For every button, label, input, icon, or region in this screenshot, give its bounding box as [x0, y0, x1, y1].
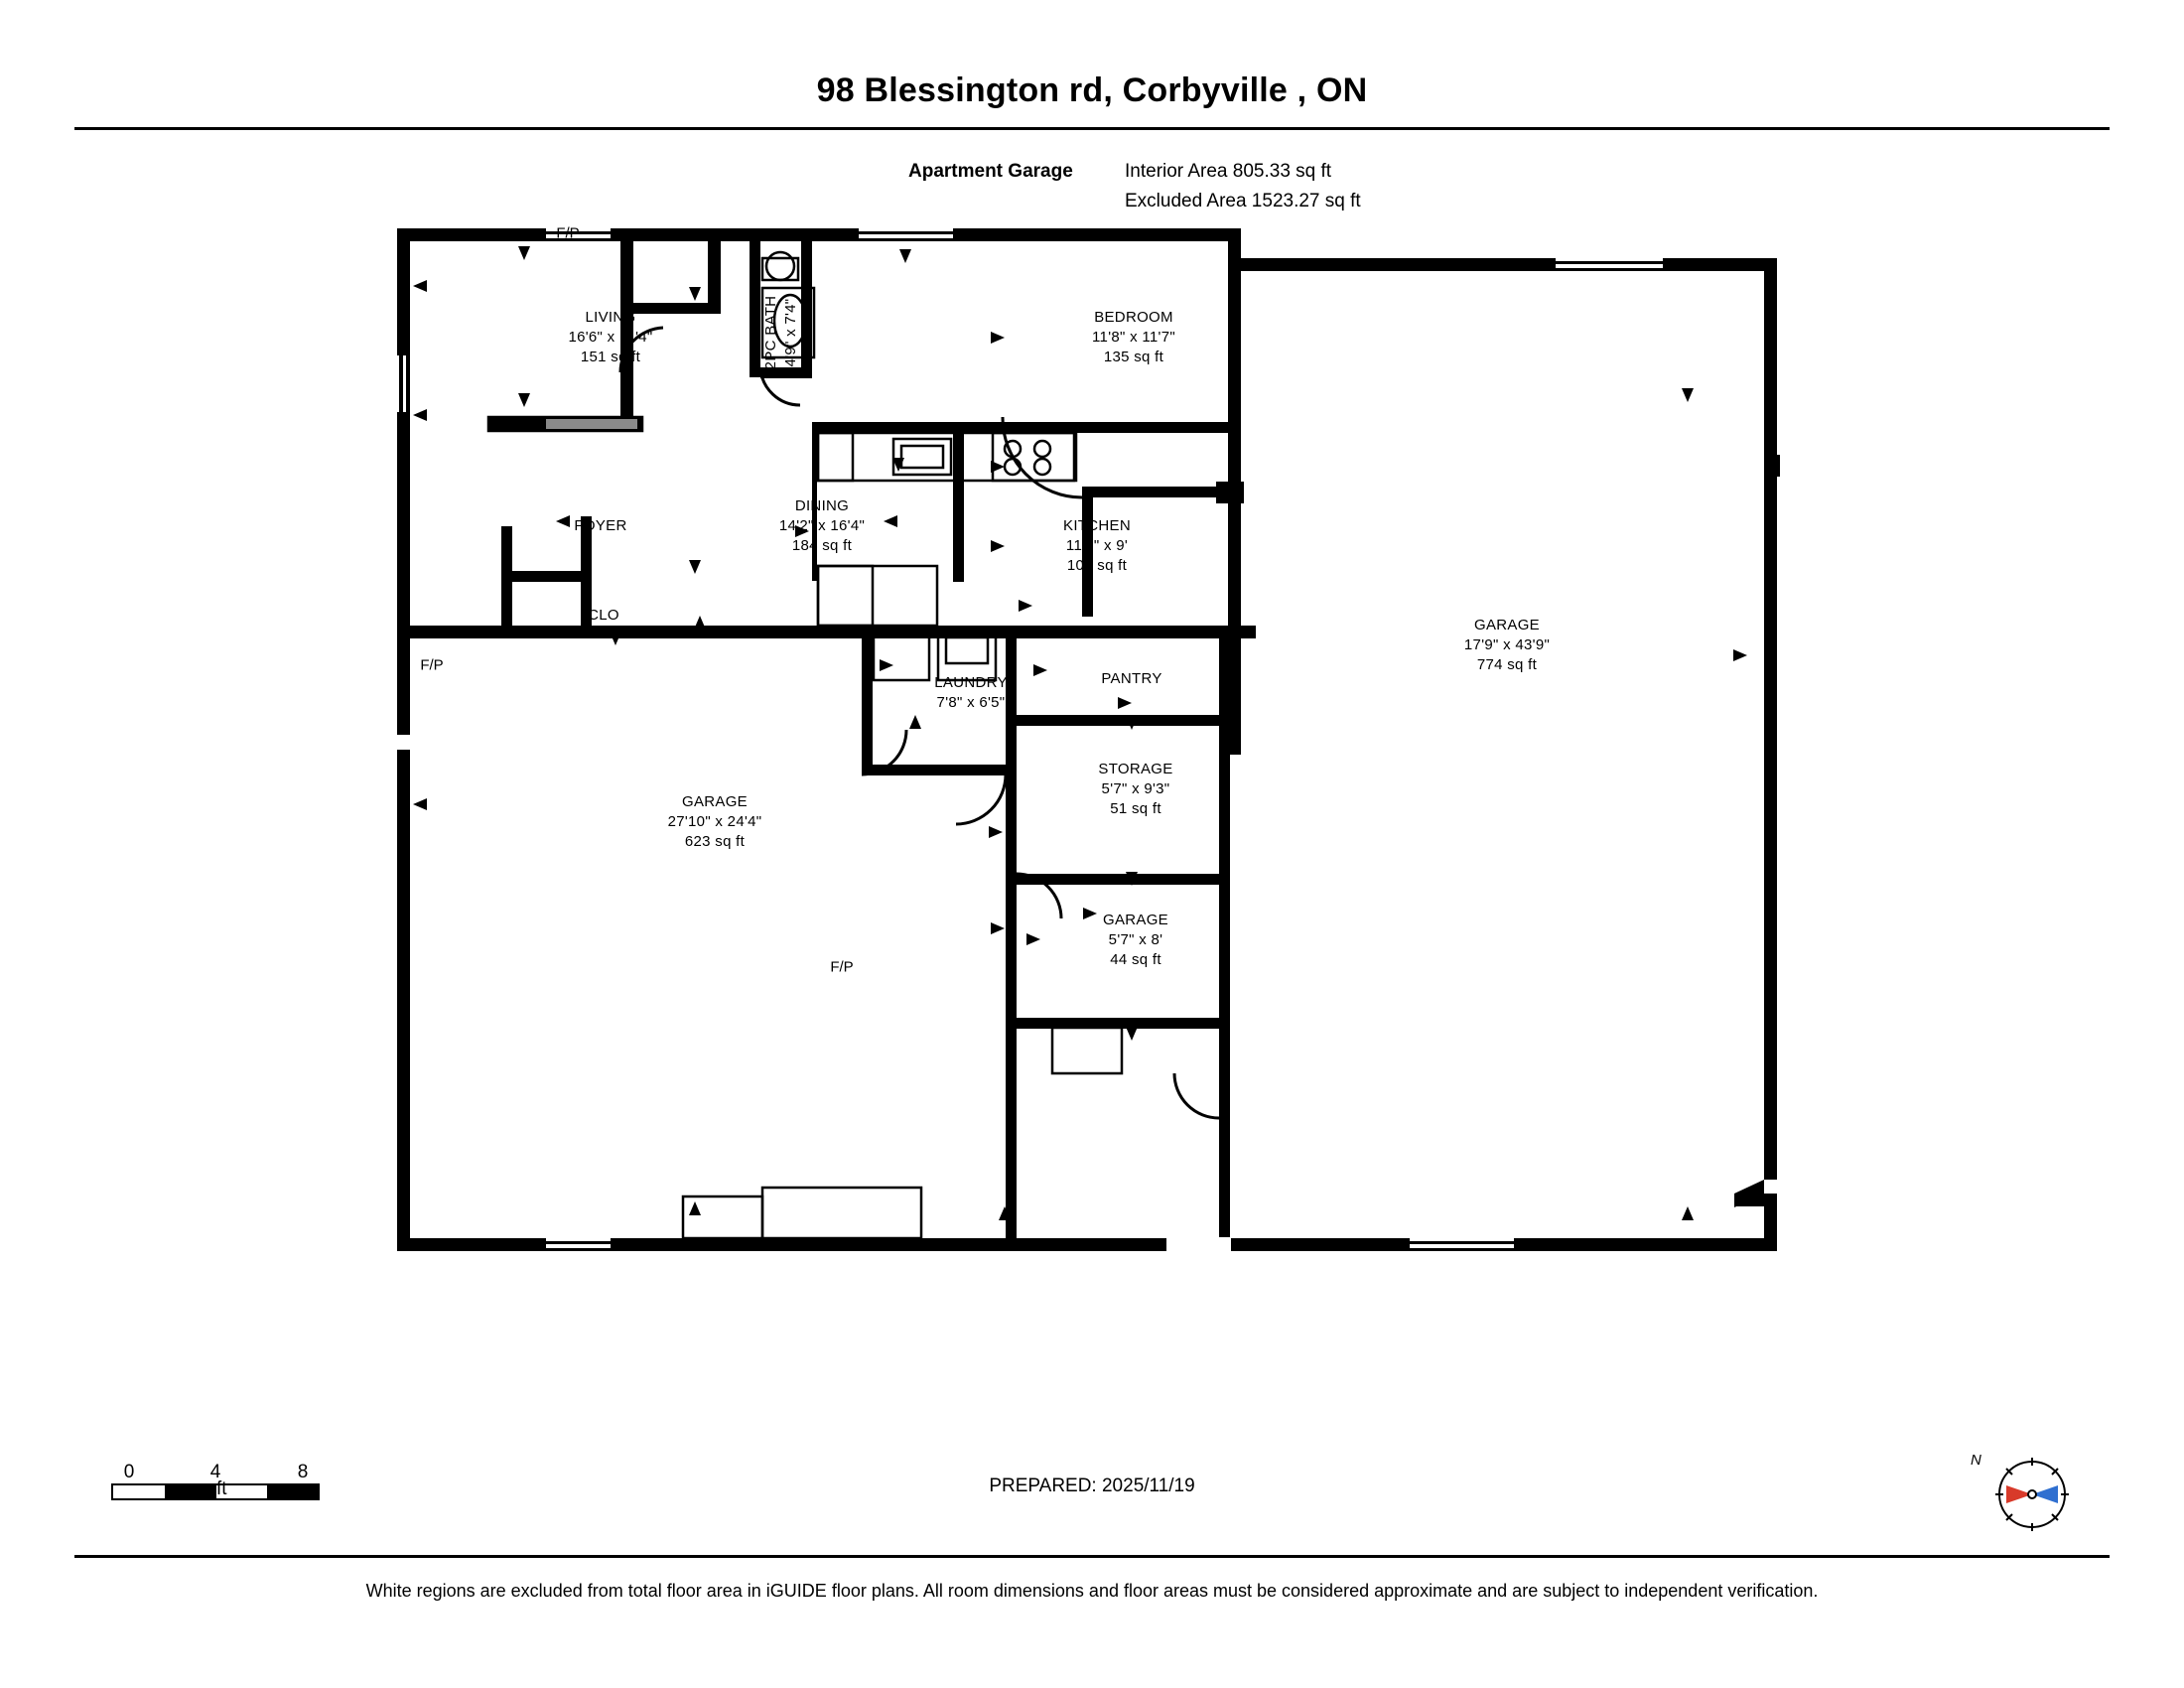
room-name: LIVING — [585, 309, 636, 326]
room-label — [588, 606, 619, 626]
room-dims: 11'8" x 11'7" — [1092, 329, 1175, 346]
room-name: STORAGE — [1098, 761, 1173, 777]
footer-divider — [74, 1555, 2110, 1558]
room-area: 44 sq ft — [1110, 951, 1161, 968]
room-dims: 5'7" x 9'3" — [1101, 780, 1170, 797]
room-label — [1101, 669, 1161, 689]
room-name: DINING — [794, 497, 850, 514]
room-label — [568, 308, 652, 367]
scale-unit: ft — [216, 1478, 227, 1499]
plan-summary — [908, 157, 1361, 216]
room-label — [779, 496, 865, 556]
plan-label: Apartment Garage — [908, 161, 1073, 182]
room-label — [934, 673, 1008, 713]
room-name: 2PC BATH — [762, 295, 779, 370]
room-name: GARAGE — [682, 793, 748, 810]
room-dims: 27'10" x 24'4" — [667, 813, 762, 830]
room-name: KITCHEN — [1063, 517, 1131, 534]
title-divider — [74, 127, 2110, 130]
room-dims: 4'9" x 7'4" — [782, 298, 799, 367]
room-label — [1092, 308, 1175, 367]
room-area: 106 sq ft — [1066, 557, 1128, 574]
room-dims: 5'7" x 8' — [1108, 931, 1163, 948]
room-name: FOYER — [574, 517, 627, 534]
room-area: 151 sq ft — [580, 349, 641, 365]
disclaimer-text: White regions are excluded from total floor area in iGUIDE floor plans. All room dimensions and floor areas must be considered approximate and are subject to independent verification. — [365, 1581, 1819, 1601]
room-label — [574, 516, 626, 536]
floor-plan-svg — [397, 228, 1807, 1420]
room-dims: 17'9" x 43'9" — [1463, 636, 1551, 653]
fireplace-label: F/P — [556, 224, 580, 242]
room-dims: 11'9" x 9' — [1065, 537, 1129, 554]
room-name: BEDROOM — [1094, 309, 1173, 326]
room-dims: 14'2" x 16'4" — [778, 517, 866, 534]
fireplace-label: F/P — [830, 958, 854, 976]
scale-tick: 8 — [297, 1462, 309, 1482]
fireplace-label: F/P — [420, 656, 444, 674]
room-area: 774 sq ft — [1476, 656, 1538, 673]
compass-icon — [1971, 1440, 2080, 1549]
room-area: 623 sq ft — [684, 833, 746, 850]
room-label — [1063, 516, 1131, 576]
page-title: 98 Blessington rd, Corbyville , ON — [816, 71, 1368, 109]
room-label — [1464, 616, 1550, 675]
room-dims: 16'6" x 11'4" — [568, 329, 653, 346]
room-name: GARAGE — [1474, 617, 1540, 633]
room-area: 184 sq ft — [791, 537, 853, 554]
scale-tick: 0 — [123, 1462, 135, 1482]
interior-area: Interior Area 805.33 sq ft — [1125, 161, 1332, 182]
floor-plan-drawing — [397, 224, 1807, 1420]
room-label — [761, 296, 801, 370]
room-label — [668, 792, 762, 852]
compass-north-label: N — [1971, 1452, 1981, 1469]
room-area: 51 sq ft — [1110, 800, 1161, 817]
excluded-area: Excluded Area 1523.27 sq ft — [1125, 191, 1361, 211]
room-area: 135 sq ft — [1103, 349, 1164, 365]
prepared-date: PREPARED: 2025/11/19 — [989, 1476, 1195, 1496]
room-dims: 7'8" x 6'5" — [936, 694, 1006, 711]
room-name: LAUNDRY — [934, 674, 1008, 691]
room-name: GARAGE — [1103, 912, 1168, 928]
scale-tick: 4 — [209, 1462, 221, 1482]
room-label — [1103, 911, 1168, 970]
room-name: CLO — [588, 607, 619, 624]
room-name: PANTRY — [1101, 670, 1162, 687]
room-label — [1098, 760, 1172, 819]
